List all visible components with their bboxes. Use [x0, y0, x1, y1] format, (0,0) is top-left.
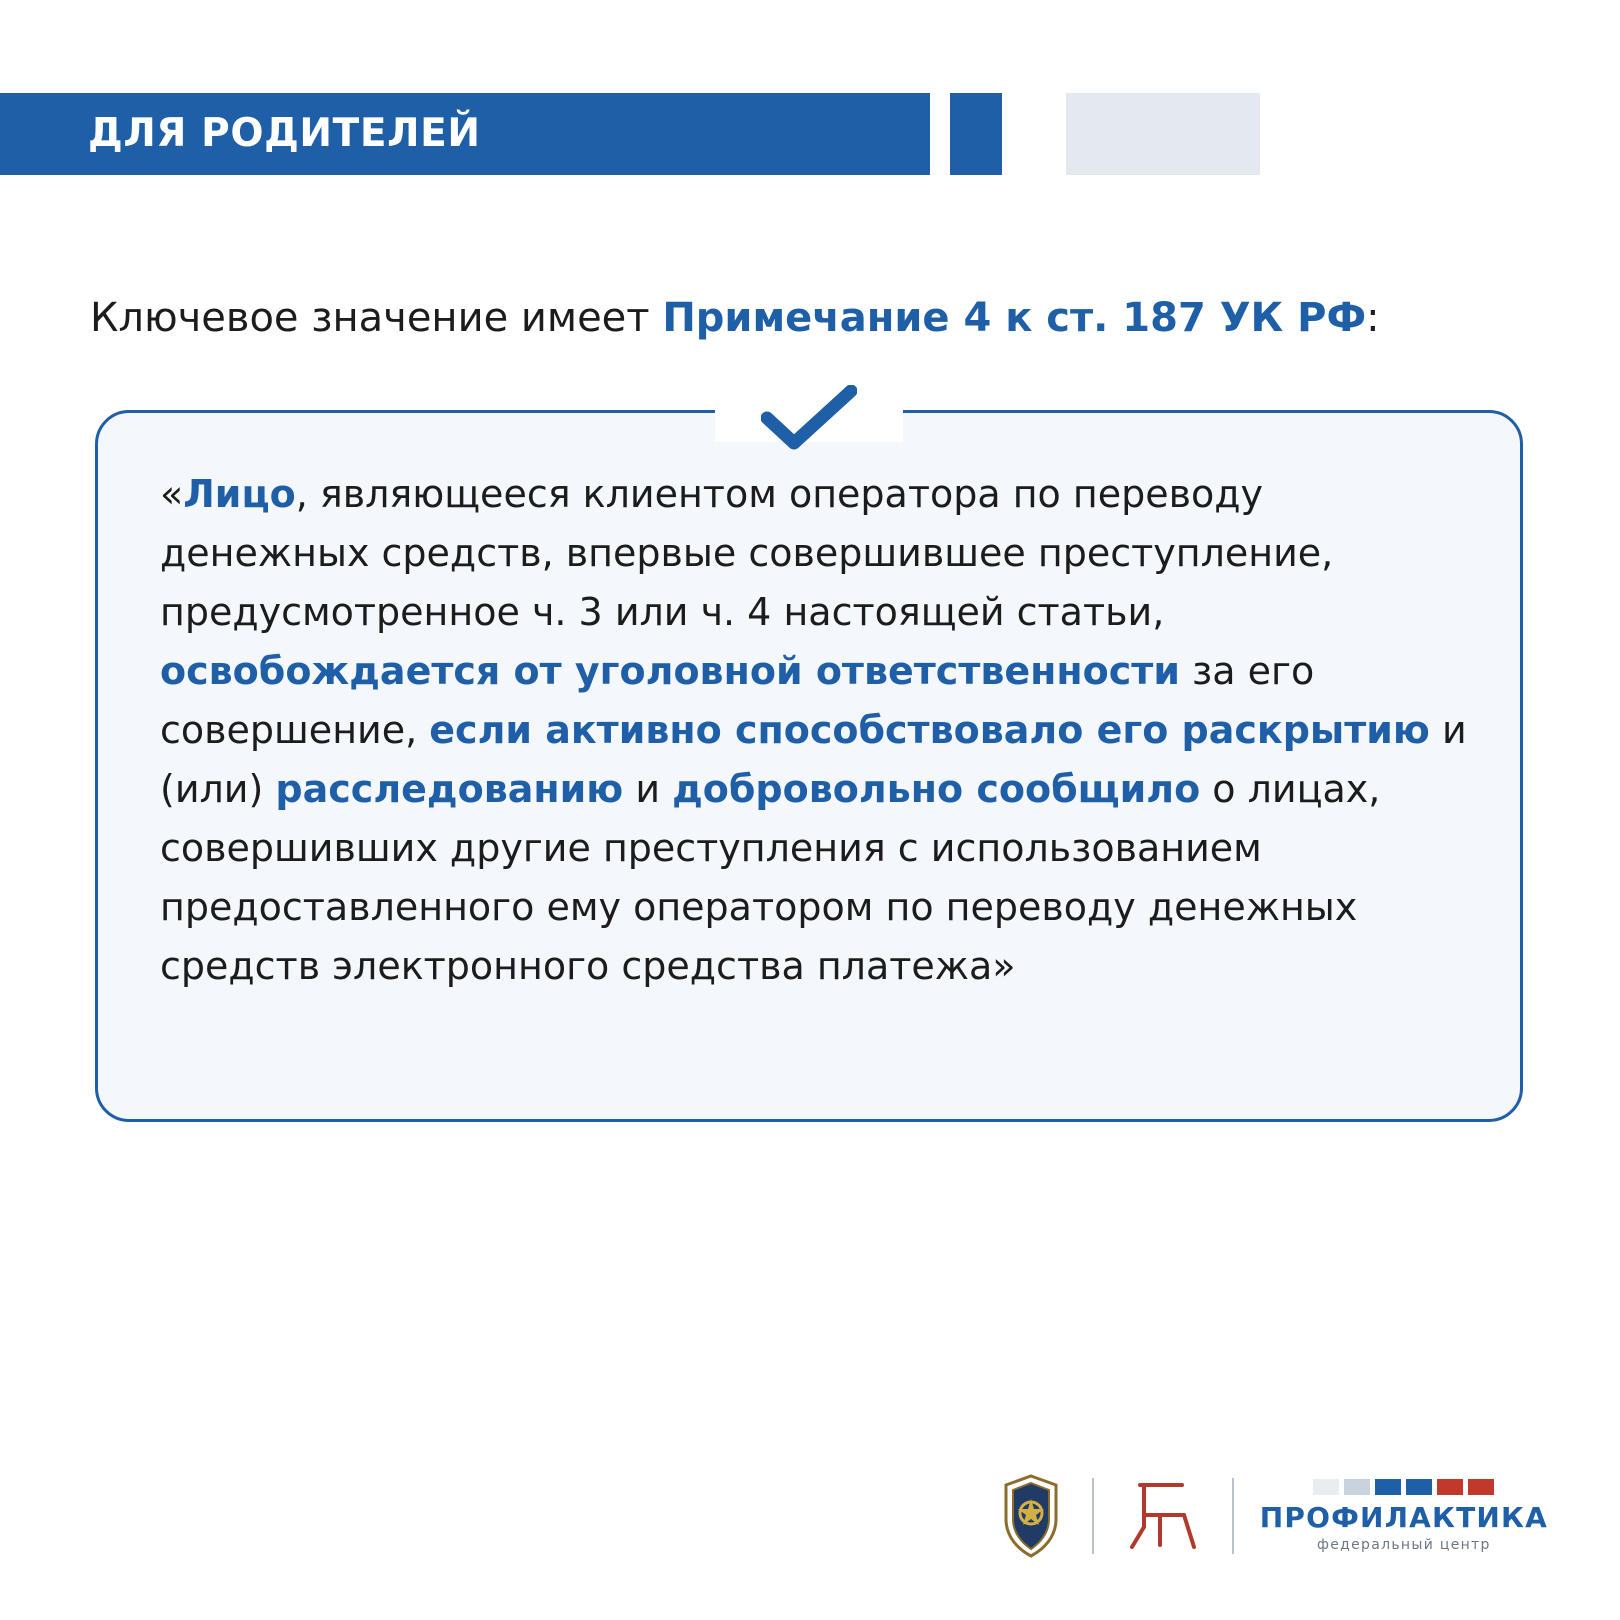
- page-title: ДЛЯ РОДИТЕЛЕЙ: [88, 111, 481, 156]
- header-band: [0, 93, 1620, 175]
- quote-segment: и: [623, 767, 673, 811]
- footer-divider-1: [1092, 1478, 1094, 1554]
- header-accent-block-gray-2: [1162, 93, 1260, 175]
- quote-segment: если активно способствовало его раскрытию: [429, 708, 1430, 752]
- header-accent-block-gray-1: [1066, 93, 1164, 175]
- quote-segment: о лицах, совершивших другие преступления с использованием предоставленного ему оператором по переводу денежных средств электронного средства платежа»: [160, 767, 1381, 988]
- quote-text: [160, 465, 1470, 996]
- quote-segment: расследованию: [275, 767, 624, 811]
- check-icon: [761, 385, 857, 451]
- brand-flag-icon: [1313, 1479, 1494, 1495]
- quote-segment: освобождается от уголовной ответственности: [160, 649, 1180, 693]
- intro-text: [90, 292, 1540, 344]
- quote-segment: , являющееся клиентом оператора по переводу денежных средств, впервые совершившее преступление, предусмотренное ч. 3 или ч. 4 настоящей статьи,: [160, 472, 1334, 634]
- chair-logo-icon: [1120, 1475, 1206, 1557]
- intro-highlight: Примечание 4 к ст. 187 УК РФ: [662, 295, 1367, 341]
- quote-segment: «: [160, 472, 184, 516]
- quote-segment: за его совершение,: [160, 649, 1315, 752]
- intro-suffix: :: [1366, 295, 1380, 341]
- brand-logo: [1260, 1479, 1548, 1554]
- quote-segment: добровольно сообщило: [672, 767, 1201, 811]
- sk-rf-emblem-icon: [996, 1473, 1066, 1559]
- quote-card: [95, 410, 1523, 1122]
- header-accent-block-blue: [950, 93, 1002, 175]
- quote-segment: Лицо: [183, 472, 296, 516]
- footer-divider-2: [1232, 1478, 1234, 1554]
- brand-subtitle: федеральный центр: [1316, 1536, 1491, 1553]
- quote-segment: и (или): [160, 708, 1467, 811]
- header-bar: [0, 93, 930, 175]
- footer-logos: [996, 1470, 1548, 1562]
- brand-name: ПРОФИЛАКТИКА: [1259, 1500, 1548, 1534]
- intro-prefix: Ключевое значение имеет: [90, 295, 663, 341]
